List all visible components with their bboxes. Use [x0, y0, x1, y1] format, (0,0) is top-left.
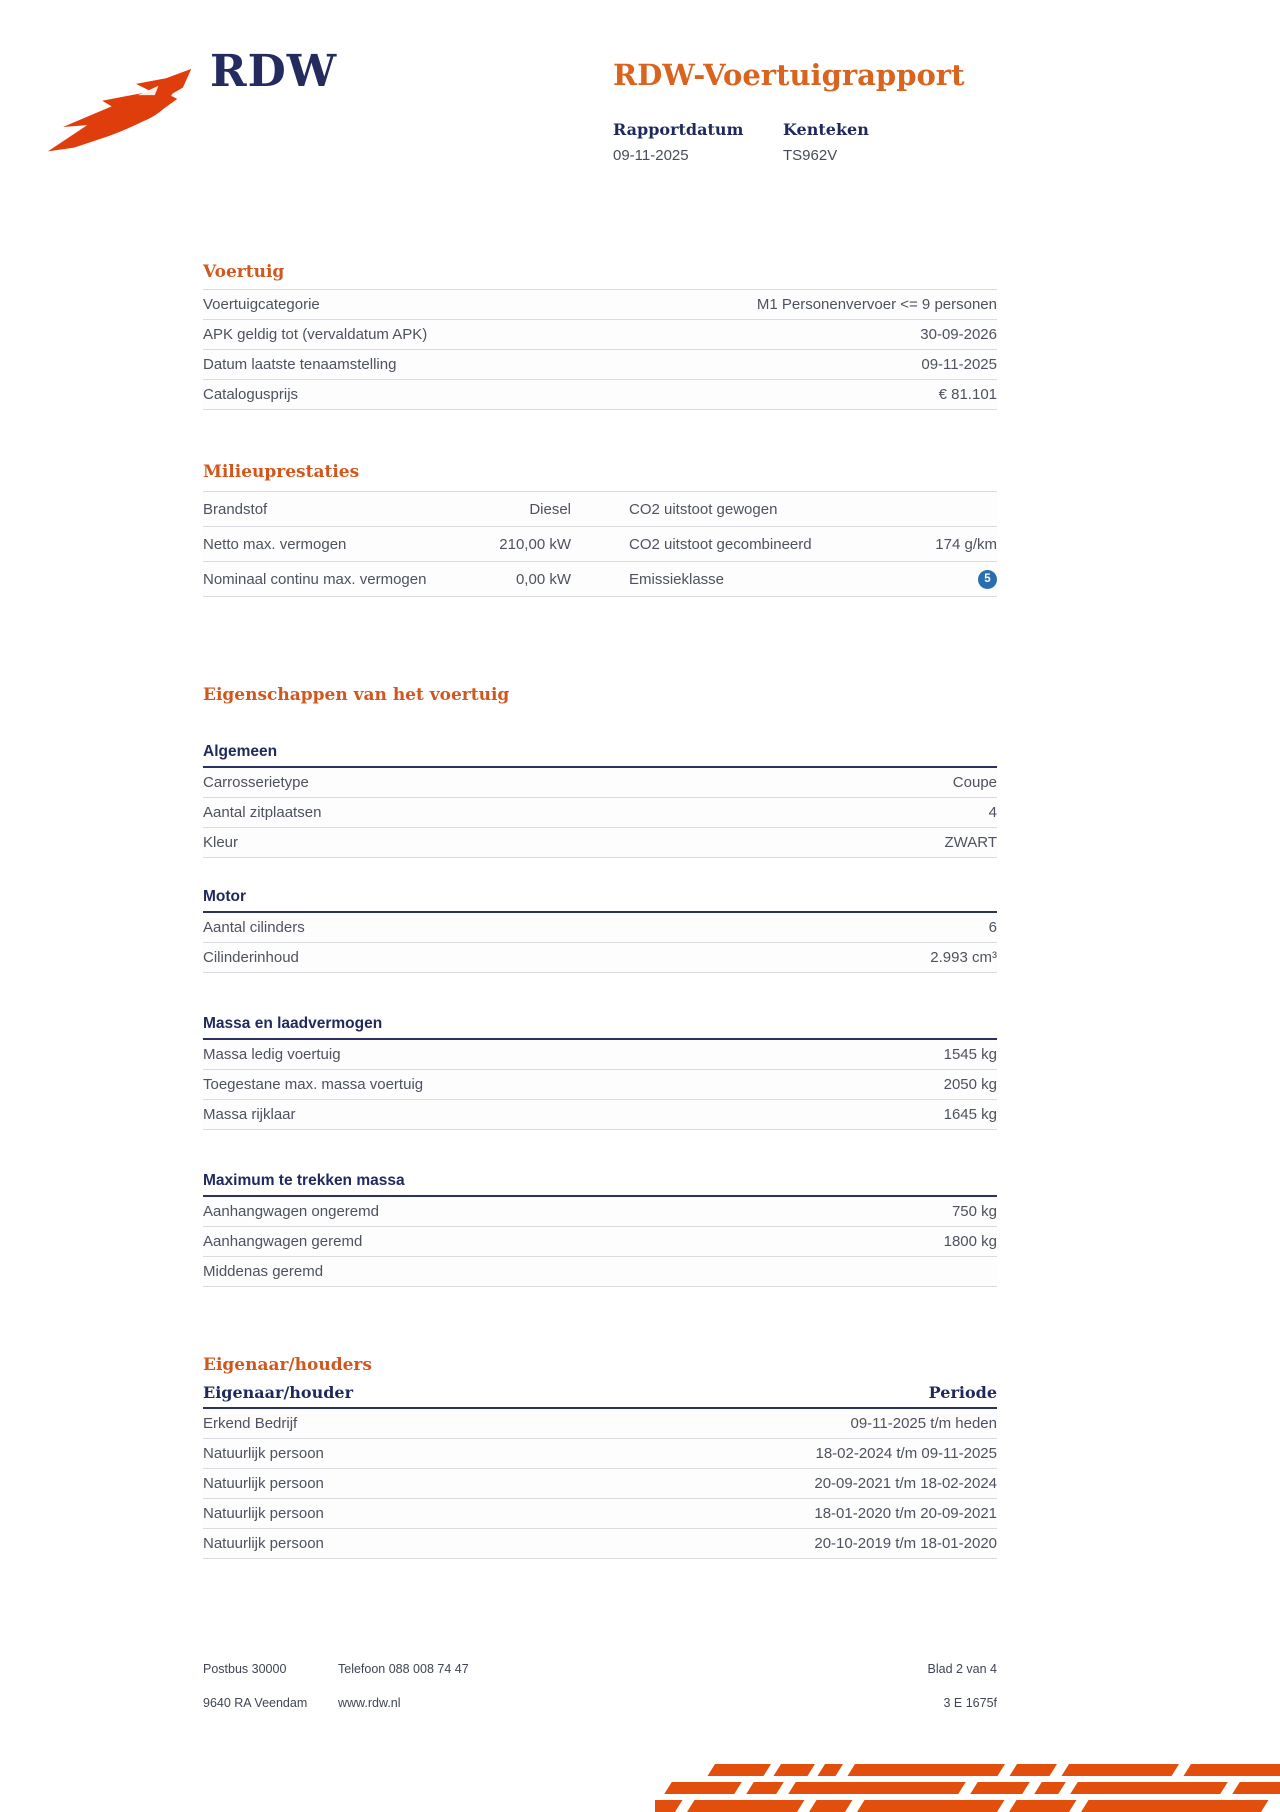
table-row: [203, 1227, 997, 1257]
section-title-eigenaars: Eigenaar/houders: [203, 1355, 372, 1375]
owners-table: [203, 1409, 997, 1559]
footer-doc-code: 3 E 1675f: [943, 1696, 997, 1710]
report-meta: [613, 120, 1083, 164]
row-label: Toegestane max. massa voertuig: [203, 1076, 424, 1093]
rdw-logo-text: RDW: [210, 46, 338, 97]
table-row: [203, 1439, 997, 1469]
owner-name: Erkend Bedrijf: [203, 1415, 298, 1432]
section-title-voertuig: Voertuig: [203, 262, 285, 282]
row-label: Netto max. vermogen: [203, 535, 347, 553]
row-value: 1645 kg: [943, 1106, 997, 1123]
row-value: 1545 kg: [943, 1046, 997, 1063]
owner-period: 18-02-2024 t/m 09-11-2025: [815, 1445, 997, 1462]
table-row: [203, 1197, 997, 1227]
row-label: Aanhangwagen ongeremd: [203, 1203, 379, 1220]
table-row: [203, 380, 997, 410]
row-label: CO2 uitstoot gecombineerd: [629, 535, 812, 553]
footer-website: www.rdw.nl: [338, 1696, 401, 1710]
footer-city: 9640 RA Veendam: [203, 1696, 308, 1710]
table-row: [203, 1529, 997, 1559]
license-plate-label: Kenteken: [783, 120, 869, 139]
owner-period: 20-10-2019 t/m 18-01-2020: [814, 1535, 997, 1552]
trekken-table: [203, 1197, 997, 1287]
section-title-eigenschappen: Eigenschappen van het voertuig: [203, 685, 510, 705]
owners-table-header: [203, 1383, 997, 1409]
owner-name: Natuurlijk persoon: [203, 1535, 324, 1552]
row-value: Coupe: [952, 774, 997, 791]
row-label: Datum laatste tenaamstelling: [203, 356, 397, 373]
rdw-wing-icon: [46, 66, 196, 158]
row-value: ZWART: [944, 834, 997, 851]
row-label: Brandstof: [203, 500, 268, 518]
row-label: Catalogusprijs: [203, 386, 299, 403]
row-label: Massa rijklaar: [203, 1106, 296, 1123]
row-value: 30-09-2026: [920, 326, 997, 343]
row-label: Aanhangwagen geremd: [203, 1233, 363, 1250]
owner-name: Natuurlijk persoon: [203, 1505, 324, 1522]
row-label: Aantal cilinders: [203, 919, 305, 936]
motor-table: [203, 913, 997, 973]
table-row: [203, 527, 997, 562]
row-label: Carrosserietype: [203, 774, 309, 791]
row-value: 4: [988, 804, 997, 821]
row-value: Diesel: [529, 500, 571, 518]
row-label: APK geldig tot (vervaldatum APK): [203, 326, 428, 343]
row-value: 210,00 kW: [499, 535, 571, 553]
owner-name: Natuurlijk persoon: [203, 1475, 324, 1492]
emission-class-badge: 5: [978, 570, 997, 589]
table-row: [203, 1070, 997, 1100]
row-value: 2.993 cm³: [930, 949, 997, 966]
row-label: Nominaal continu max. vermogen: [203, 570, 427, 588]
subsection-title-massa: Massa en laadvermogen: [203, 1015, 997, 1040]
page-title: RDW-Voertuigrapport: [613, 58, 965, 92]
owner-period: 18-01-2020 t/m 20-09-2021: [814, 1505, 997, 1522]
table-row: [203, 1469, 997, 1499]
algemeen-table: [203, 768, 997, 858]
table-row: [203, 320, 997, 350]
report-date-label: Rapportdatum: [613, 120, 744, 139]
table-row: [203, 943, 997, 973]
table-row: [203, 350, 997, 380]
row-value: 09-11-2025: [921, 356, 997, 373]
page-footer: [203, 1662, 997, 1730]
row-label: Emissieklasse: [629, 570, 725, 588]
row-label: CO2 uitstoot gewogen: [629, 500, 778, 518]
massa-table: [203, 1040, 997, 1130]
footer-page-number: Blad 2 van 4: [927, 1662, 997, 1676]
table-row: [203, 290, 997, 320]
table-row: [203, 1409, 997, 1439]
table-row: [203, 1040, 997, 1070]
row-label: Aantal zitplaatsen: [203, 804, 322, 821]
row-value: M1 Personenvervoer <= 9 personen: [756, 296, 997, 313]
table-row: [203, 798, 997, 828]
license-plate-value: TS962V: [783, 147, 838, 164]
row-label: Kleur: [203, 834, 239, 851]
row-value: € 81.101: [938, 386, 997, 403]
owner-period: 09-11-2025 t/m heden: [850, 1415, 997, 1432]
row-label: Cilinderinhoud: [203, 949, 299, 966]
row-label: Voertuigcategorie: [203, 296, 320, 313]
owner-name: Natuurlijk persoon: [203, 1445, 324, 1462]
section-title-milieuprestaties: Milieuprestaties: [203, 462, 360, 482]
row-value: 750 kg: [951, 1203, 997, 1220]
row-value: 6: [988, 919, 997, 936]
rdw-logo: [46, 46, 338, 158]
voertuig-table: [203, 289, 997, 410]
column-header-period: Periode: [928, 1383, 997, 1402]
row-value: 2050 kg: [943, 1076, 997, 1093]
table-row: [203, 828, 997, 858]
owner-period: 20-09-2021 t/m 18-02-2024: [814, 1475, 997, 1492]
table-row: [203, 562, 997, 597]
footer-postbus: Postbus 30000: [203, 1662, 287, 1676]
row-label: Massa ledig voertuig: [203, 1046, 341, 1063]
row-label: Middenas geremd: [203, 1263, 324, 1280]
footer-phone: Telefoon 088 008 74 47: [338, 1662, 469, 1676]
subsection-title-motor: Motor: [203, 888, 997, 913]
column-header-owner: Eigenaar/houder: [203, 1383, 354, 1402]
table-row: [203, 1257, 997, 1287]
row-value: 174 g/km: [935, 535, 997, 553]
report-date-value: 09-11-2025: [613, 147, 689, 164]
table-row: [203, 492, 997, 527]
table-row: [203, 768, 997, 798]
table-row: [203, 913, 997, 943]
subsection-title-algemeen: Algemeen: [203, 743, 997, 768]
milieuprestaties-table: [203, 491, 997, 597]
row-value: 0,00 kW: [515, 570, 571, 588]
table-row: [203, 1100, 997, 1130]
table-row: [203, 1499, 997, 1529]
flag-pattern-graphic: [655, 1764, 1280, 1812]
row-value: 1800 kg: [943, 1233, 997, 1250]
subsection-title-trekken: Maximum te trekken massa: [203, 1172, 997, 1197]
